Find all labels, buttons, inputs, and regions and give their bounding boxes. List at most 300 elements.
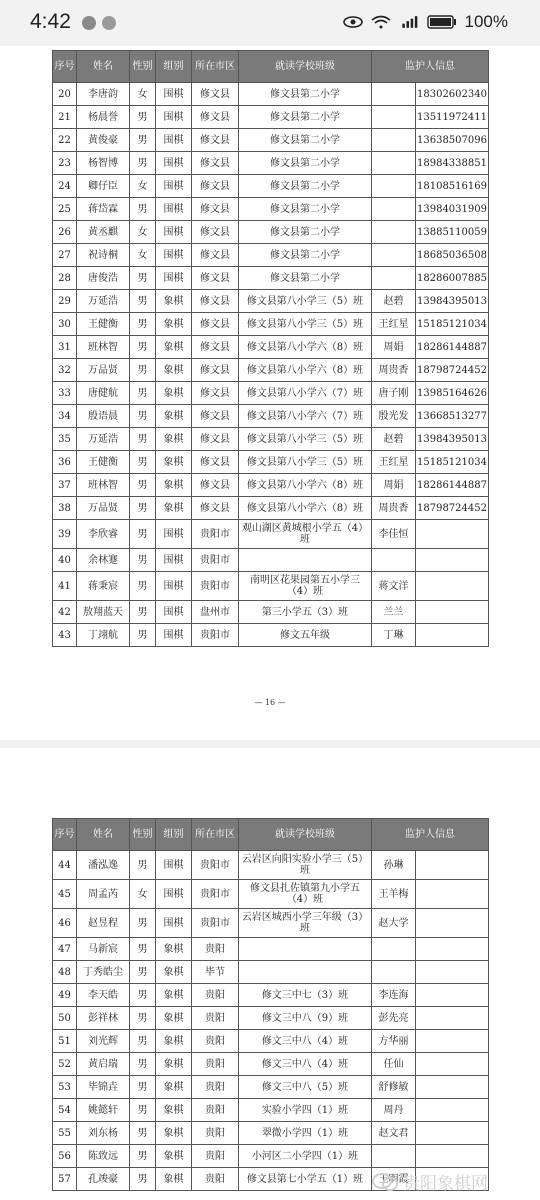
table-cell: 毕锦垚 [77,1076,130,1099]
table-cell: 24 [53,175,77,198]
table-cell: 贵阳 [192,1122,239,1145]
table-cell: 象棋 [156,1007,192,1030]
table-cell: 48 [53,961,77,984]
table-cell: 男 [130,497,156,520]
table-cell: 象棋 [156,1122,192,1145]
column-header: 姓名 [77,51,130,83]
table-cell: 李欣睿 [77,520,130,549]
table-header-row [53,819,489,851]
table-cell: 男 [130,1076,156,1099]
table-cell: 李佳恒 [372,520,416,549]
table-row [53,359,489,382]
table-cell [416,1145,489,1168]
table-cell: 云岩区向阳实验小学三（5）班 [239,851,372,880]
table-cell: 修文五年级 [239,624,372,647]
table-cell: 围棋 [156,520,192,549]
table-cell: 修文县 [192,244,239,267]
table-cell: 周贵香 [372,359,416,382]
table-cell: 蒋岱霖 [77,198,130,221]
table-cell: 贵阳 [192,1053,239,1076]
table-cell: 赵碧 [372,290,416,313]
table-cell: 修文县第八小学三（5）班 [239,428,372,451]
table-cell: 卿仔臣 [77,175,130,198]
table-cell: 女 [130,880,156,909]
table-cell: 围棋 [156,909,192,938]
table-cell: 53 [53,1076,77,1099]
table-cell: 18302602340 [416,83,489,106]
status-icons [343,12,508,32]
watermark-text: 贵阳象棋网 [403,1174,488,1194]
table-cell: 围棋 [156,221,192,244]
table-cell: 王健衡 [77,451,130,474]
table-cell: 围棋 [156,106,192,129]
table-cell: 李连海 [372,984,416,1007]
table-cell: 唐健航 [77,382,130,405]
table-cell: 56 [53,1145,77,1168]
table-cell: 南明区花果园第五小学三（4）班 [239,572,372,601]
table-cell: 修文三中八（4）班 [239,1053,372,1076]
table-cell: 翠微小学四（1）班 [239,1122,372,1145]
table-header-row [53,51,489,83]
table-cell: 男 [130,267,156,290]
table-cell: 修文县第八小学六（8）班 [239,497,372,520]
table-cell [372,938,416,961]
table-cell: 男 [130,601,156,624]
column-header: 姓名 [77,819,130,851]
table-cell: 围棋 [156,244,192,267]
column-header: 组别 [156,51,192,83]
table-cell: 祝诗桐 [77,244,130,267]
table-cell: 围棋 [156,83,192,106]
table-cell: 修文县 [192,290,239,313]
table-cell: 修文县 [192,221,239,244]
table-cell: 男 [130,428,156,451]
table-row [53,428,489,451]
table-cell: 36 [53,451,77,474]
table-cell: 男 [130,1099,156,1122]
document-page-16 [0,46,540,740]
table-cell: 实验小学四（1）班 [239,1099,372,1122]
table-cell [372,83,416,106]
table-row [53,601,489,624]
table-cell: 女 [130,83,156,106]
table-row [53,961,489,984]
table-cell: 潘泓逸 [77,851,130,880]
table-cell: 修文县 [192,336,239,359]
table-cell: 修文县第二小学 [239,198,372,221]
table-cell [416,1053,489,1076]
table-cell: 18984338851 [416,152,489,175]
table-cell [372,129,416,152]
table-cell: 52 [53,1053,77,1076]
table-cell: 象棋 [156,451,192,474]
table-cell: 丁琳 [372,624,416,647]
table-row [53,405,489,428]
table-cell: 任仙 [372,1053,416,1076]
table-cell: 男 [130,1168,156,1191]
table-cell: 贵阳 [192,1099,239,1122]
table-cell: 15185121034 [416,313,489,336]
table-cell: 象棋 [156,428,192,451]
table-cell: 李天皓 [77,984,130,1007]
table-cell: 观山湖区黄城根小学五（4）班 [239,520,372,549]
table-cell [372,961,416,984]
table-cell: 男 [130,336,156,359]
table-cell: 修文县 [192,474,239,497]
table-cell: 象棋 [156,405,192,428]
table-row [53,851,489,880]
table-cell: 27 [53,244,77,267]
table-cell: 修文县第八小学六（7）班 [239,405,372,428]
table-cell: 象棋 [156,1030,192,1053]
table-cell: 第三小学五（3）班 [239,601,372,624]
table-cell: 周丹 [372,1099,416,1122]
table-cell: 贵阳 [192,1145,239,1168]
column-header: 序号 [53,51,77,83]
table-cell: 55 [53,1122,77,1145]
table-cell: 13668513277 [416,405,489,428]
table-cell: 万品贤 [77,497,130,520]
table-cell: 修文县第二小学 [239,106,372,129]
table-cell: 修文三中八（9）班 [239,1007,372,1030]
table-cell [416,1076,489,1099]
table-row [53,244,489,267]
table-cell: 20 [53,83,77,106]
table-cell: 15185121034 [416,451,489,474]
table-cell: 50 [53,1007,77,1030]
table-cell: 贵阳市 [192,851,239,880]
table-cell: 赵文君 [372,1122,416,1145]
column-header: 监护人信息 [372,819,489,851]
table-cell [372,152,416,175]
table-cell: 象棋 [156,1145,192,1168]
table-cell: 周贵香 [372,497,416,520]
table-cell: 18286144887 [416,336,489,359]
table-cell: 修文县 [192,405,239,428]
table-cell: 男 [130,382,156,405]
table-row [53,1007,489,1030]
table-cell: 贵阳市 [192,520,239,549]
table-row [53,1145,489,1168]
table-cell: 32 [53,359,77,382]
table-cell [372,221,416,244]
table-row [53,938,489,961]
table-cell: 孔竣豪 [77,1168,130,1191]
table-cell: 修文县 [192,428,239,451]
table-cell: 王明霞 [372,1168,416,1191]
table-cell: 周娟 [372,474,416,497]
table-row [53,474,489,497]
table-cell: 贵阳市 [192,572,239,601]
table-cell: 杨晨誉 [77,106,130,129]
table-cell: 22 [53,129,77,152]
table-cell: 象棋 [156,1168,192,1191]
table-cell: 43 [53,624,77,647]
table-cell: 18798724452 [416,359,489,382]
student-table-page-17 [52,818,489,1191]
table-row [53,221,489,244]
table-cell: 蒋秉宸 [77,572,130,601]
watermark [371,1169,488,1194]
table-cell: 象棋 [156,1053,192,1076]
table-cell: 王健衡 [77,313,130,336]
table-cell: 修文县第二小学 [239,129,372,152]
table-cell: 唐子刚 [372,382,416,405]
table-cell [372,267,416,290]
table-cell: 修文县 [192,152,239,175]
table-cell: 13638507096 [416,129,489,152]
table-cell: 象棋 [156,359,192,382]
table-body [53,83,489,647]
table-cell: 围棋 [156,129,192,152]
table-cell: 男 [130,520,156,549]
wechat-icon [102,16,116,30]
table-cell: 修文县 [192,313,239,336]
table-cell: 18685036508 [416,244,489,267]
table-row [53,497,489,520]
table-cell: 13885110059 [416,221,489,244]
table-cell: 孙琳 [372,851,416,880]
status-bar [0,0,540,46]
table-cell: 彭先亮 [372,1007,416,1030]
table-cell [372,175,416,198]
table-cell [416,880,489,909]
table-cell: 57 [53,1168,77,1191]
table-cell: 围棋 [156,152,192,175]
table-cell: 女 [130,244,156,267]
table-cell: 女 [130,175,156,198]
table-row [53,267,489,290]
table-row [53,106,489,129]
table-cell [239,961,372,984]
table-cell: 40 [53,549,77,572]
table-cell [372,198,416,221]
table-cell: 18286144887 [416,474,489,497]
table-cell: 贵阳市 [192,909,239,938]
table-cell: 象棋 [156,497,192,520]
table-cell: 男 [130,1053,156,1076]
table-cell: 45 [53,880,77,909]
table-cell [416,1122,489,1145]
table-cell: 37 [53,474,77,497]
table-cell: 男 [130,474,156,497]
table-cell: 唐俊浩 [77,267,130,290]
table-cell: 42 [53,601,77,624]
table-cell: 男 [130,313,156,336]
table-cell: 13984395013 [416,290,489,313]
table-cell: 男 [130,152,156,175]
table-cell [372,1145,416,1168]
status-time: 4:42 [30,10,71,33]
table-cell: 31 [53,336,77,359]
table-body [53,851,489,1191]
table-cell: 修文县第二小学 [239,152,372,175]
table-cell: 女 [130,221,156,244]
table-cell: 54 [53,1099,77,1122]
table-row [53,880,489,909]
table-cell: 男 [130,938,156,961]
table-cell: 围棋 [156,624,192,647]
table-cell: 刘东杨 [77,1122,130,1145]
table-row [53,336,489,359]
table-cell: 贵阳市 [192,880,239,909]
table-cell: 班林智 [77,336,130,359]
table-cell: 29 [53,290,77,313]
table-cell: 18798724452 [416,497,489,520]
table-cell: 修文县第二小学 [239,244,372,267]
table-cell: 男 [130,1030,156,1053]
table-cell: 围棋 [156,198,192,221]
table-row [53,909,489,938]
table-cell: 围棋 [156,175,192,198]
table-cell: 修文县第八小学六（8）班 [239,336,372,359]
table-cell: 13985164626 [416,382,489,405]
table-cell: 贵阳市 [192,624,239,647]
column-header: 就读学校班级 [239,51,372,83]
table-cell: 象棋 [156,1076,192,1099]
table-row [53,1122,489,1145]
table-cell: 赵昱程 [77,909,130,938]
battery-percent: 100% [464,12,508,31]
table-cell [416,520,489,549]
eye-icon [343,15,363,29]
table-cell: 44 [53,851,77,880]
table-cell [416,938,489,961]
table-cell [416,601,489,624]
table-cell: 修文县第八小学六（7）班 [239,382,372,405]
table-cell: 黄丞麒 [77,221,130,244]
table-cell: 修文三中七（3）班 [239,984,372,1007]
column-header: 序号 [53,819,77,851]
table-cell: 象棋 [156,336,192,359]
table-cell: 修文县第八小学三（5）班 [239,313,372,336]
table-cell: 小河区二小学四（1）班 [239,1145,372,1168]
table-cell: 39 [53,520,77,549]
table-cell: 贵阳 [192,1076,239,1099]
table-cell: 贵阳 [192,938,239,961]
column-header: 就读学校班级 [239,819,372,851]
table-cell: 万品贤 [77,359,130,382]
table-cell [416,961,489,984]
table-cell: 修文县第八小学六（8）班 [239,359,372,382]
table-cell: 毕节 [192,961,239,984]
table-cell: 敖翔蓝天 [77,601,130,624]
table-cell: 男 [130,405,156,428]
table-cell: 18286007885 [416,267,489,290]
table-cell: 象棋 [156,474,192,497]
table-cell: 万延浩 [77,290,130,313]
table-cell [372,549,416,572]
table-cell: 围棋 [156,549,192,572]
table-cell [239,549,372,572]
table-cell: 修文三中八（4）班 [239,1030,372,1053]
table-cell: 13511972411 [416,106,489,129]
table-cell: 修文县第八小学三（5）班 [239,290,372,313]
table-cell: 35 [53,428,77,451]
table-cell: 34 [53,405,77,428]
table-cell: 修文县第八小学六（8）班 [239,474,372,497]
signal-icon [399,15,419,29]
table-cell: 修文三中八（5）班 [239,1076,372,1099]
table-cell: 男 [130,549,156,572]
table-cell: 赵大学 [372,909,416,938]
table-cell: 修文县第二小学 [239,83,372,106]
table-row [53,83,489,106]
table-row [53,1053,489,1076]
table-cell: 修文县 [192,382,239,405]
app-notification-icon [82,16,96,30]
column-header: 性别 [130,819,156,851]
table-cell: 修文县扎佐镇第九小学五（4）班 [239,880,372,909]
column-header: 组别 [156,819,192,851]
column-header: 所在市区 [192,819,239,851]
table-cell: 黄俊豪 [77,129,130,152]
table-cell: 盘州市 [192,601,239,624]
table-cell: 51 [53,1030,77,1053]
table-cell: 男 [130,961,156,984]
table-row [53,624,489,647]
table-cell: 修文县 [192,267,239,290]
table-cell: 41 [53,572,77,601]
table-row [53,520,489,549]
table-cell: 方华丽 [372,1030,416,1053]
table-cell [416,851,489,880]
table-cell: 围棋 [156,880,192,909]
table-cell: 云岩区城西小学三年级（3）班 [239,909,372,938]
table-cell: 男 [130,1145,156,1168]
table-cell: 兰兰 [372,601,416,624]
table-cell: 修文县第二小学 [239,175,372,198]
table-cell: 49 [53,984,77,1007]
battery-icon [427,15,457,29]
table-row [53,129,489,152]
table-cell: 象棋 [156,290,192,313]
table-cell: 13984031909 [416,198,489,221]
table-row [53,1099,489,1122]
table-cell: 修文县 [192,497,239,520]
table-cell: 男 [130,106,156,129]
table-cell: 修文县第八小学三（5）班 [239,451,372,474]
table-cell: 男 [130,359,156,382]
table-cell: 象棋 [156,984,192,1007]
table-cell [416,984,489,1007]
table-cell: 李唐韵 [77,83,130,106]
table-cell: 23 [53,152,77,175]
table-cell: 修文县 [192,129,239,152]
table-cell: 余林蹇 [77,549,130,572]
table-cell: 象棋 [156,382,192,405]
table-cell: 33 [53,382,77,405]
table-cell: 28 [53,267,77,290]
table-cell [372,244,416,267]
table-cell [372,106,416,129]
table-row [53,313,489,336]
table-row [53,549,489,572]
table-cell: 13984395013 [416,428,489,451]
table-row [53,152,489,175]
table-cell [416,909,489,938]
table-cell: 刘光辉 [77,1030,130,1053]
table-cell: 30 [53,313,77,336]
table-cell: 陈致远 [77,1145,130,1168]
table-row [53,290,489,313]
table-cell: 修文县 [192,198,239,221]
table-row [53,984,489,1007]
table-cell [416,572,489,601]
table-cell: 修文县 [192,106,239,129]
table-cell: 象棋 [156,1099,192,1122]
table-cell: 贵阳 [192,1030,239,1053]
